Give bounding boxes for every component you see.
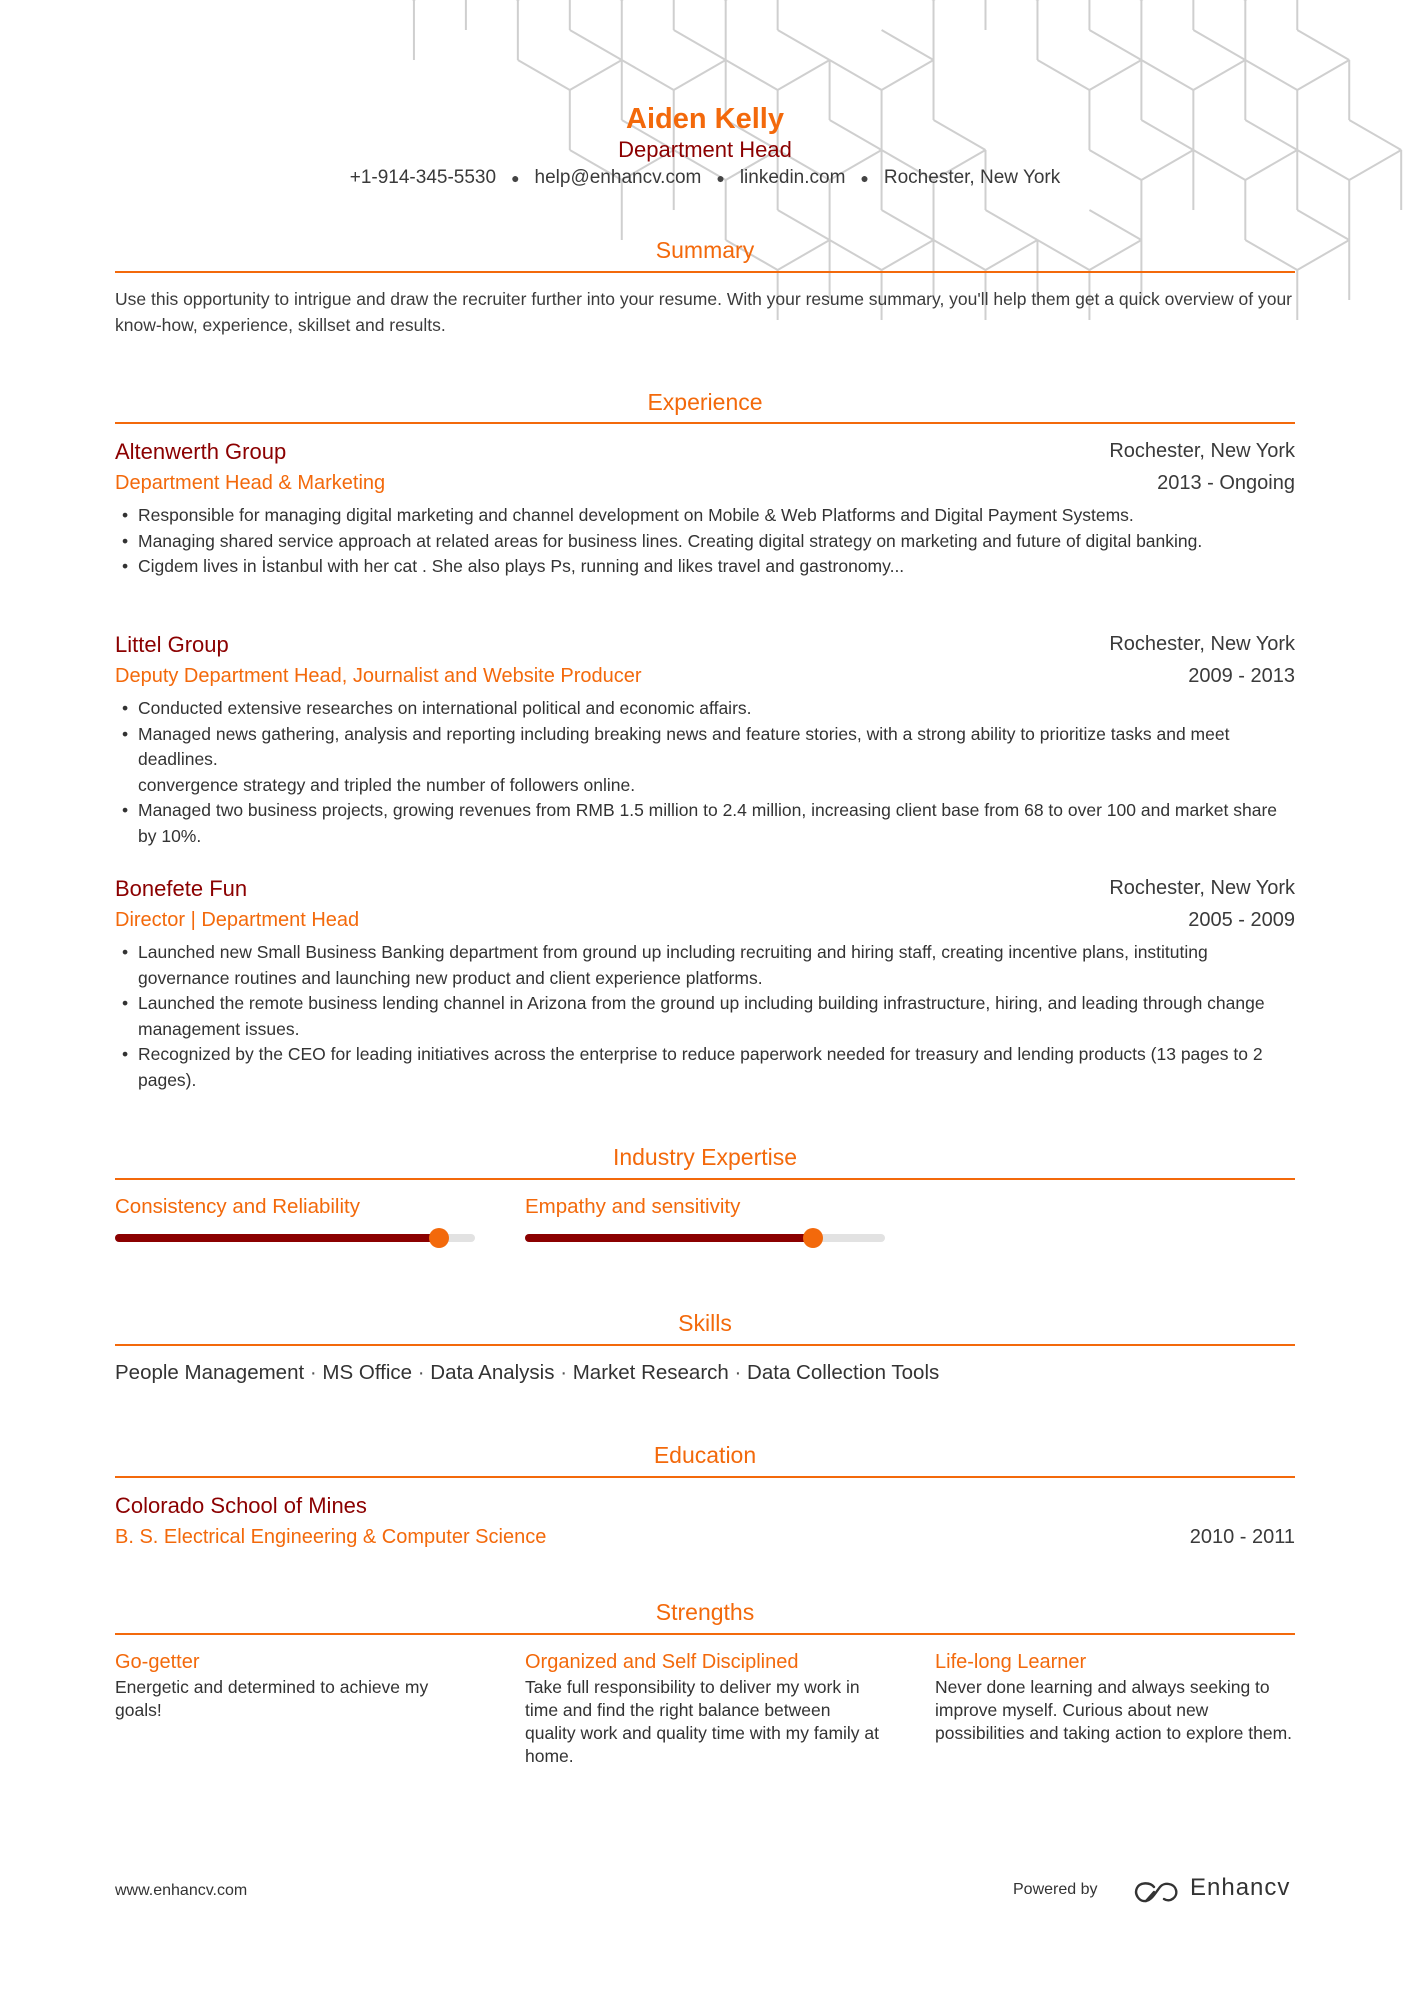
job-location: Rochester, New York (1109, 633, 1295, 655)
job-bullet-continuation: convergence strategy and tripled the number of followers online. (138, 774, 636, 795)
job-dates: 2005 - 2009 (1188, 909, 1295, 931)
strength-description: Never done learning and always seeking to improve myself. Curious about new possibilities and taking action to explore them. (935, 1677, 1293, 1743)
phone[interactable]: +1-914-345-5530 (349, 167, 497, 189)
job-bullet: • Managed two business projects, growing revenues from RMB 1.5 million to 2.4 million, increasing client base from 68 to over 100 and market share by 10%. (122, 798, 1297, 849)
job-company: Bonefete Fun (115, 876, 248, 901)
job-company: Altenwerth Group (115, 439, 287, 464)
job-bullet: • Launched the remote business lending channel in Arizona from the ground up including building infrastructure, hiring, and leading through change management issues. (122, 991, 1297, 1042)
job-bullet: • Conducted extensive researches on international political and economic affairs. (122, 696, 1297, 722)
contact-line (0, 164, 1410, 192)
separator-dot: ● (716, 170, 725, 186)
footer-website-link[interactable]: www.enhancv.com (115, 1882, 248, 1899)
skill-item: Market Research (572, 1361, 729, 1384)
job-dates: 2013 - Ongoing (1157, 472, 1295, 494)
strength-title: Organized and Self Disciplined (525, 1651, 799, 1673)
strength-description: Take full responsibility to deliver my work in time and find the right balance between quality work and quality time with my family at home. (525, 1677, 880, 1766)
job-position: Deputy Department Head, Journalist and Website Producer (115, 665, 642, 687)
education-degree: B. S. Electrical Engineering & Computer Science (115, 1526, 547, 1548)
summary-heading: Summary (655, 237, 755, 263)
skill-separator: · (309, 1361, 317, 1384)
job-bullet: • Launched new Small Business Banking department from ground up including recruiting and hiring staff, creating incentive plans, instituting governance routines and launching new product and client experience platforms. (122, 940, 1297, 991)
job-bullet: • Recognized by the CEO for leading initiatives across the enterprise to reduce paperwork needed for treasury and lending products (13 pages to 2 pages). (122, 1042, 1297, 1093)
expertise-bar (525, 1234, 885, 1242)
skill-separator: · (417, 1361, 425, 1384)
expertise-label: Empathy and sensitivity (525, 1195, 741, 1218)
job-location: Rochester, New York (1109, 877, 1295, 899)
skill-item: Data Collection Tools (747, 1361, 940, 1384)
skill-separator: · (734, 1361, 742, 1384)
location: Rochester, New York (883, 167, 1061, 189)
job-company: Littel Group (115, 632, 229, 657)
strength-item (525, 1648, 885, 1768)
separator-dot: ● (860, 170, 869, 186)
skill-item: People Management (115, 1361, 305, 1384)
skill-item: Data Analysis (430, 1361, 555, 1384)
section-divider (115, 1633, 1295, 1635)
job-bullet: • Managed news gathering, analysis and reporting including breaking news and feature stories, with a strong ability to prioritize tasks and meet deadlines. (122, 722, 1297, 773)
section-divider (115, 1178, 1295, 1180)
job-position: Department Head & Marketing (115, 472, 386, 494)
candidate-title: Department Head (618, 137, 792, 162)
expertise-label: Consistency and Reliability (115, 1195, 360, 1218)
expertise-bar-fill (525, 1234, 813, 1242)
enhancv-logo-icon (1132, 1880, 1180, 1906)
job-bullets (122, 503, 1297, 580)
strengths-heading: Strengths (655, 1599, 755, 1625)
job-position: Director | Department Head (115, 909, 360, 931)
strength-description: Energetic and determined to achieve my goals! (115, 1677, 429, 1720)
skills-heading: Skills (678, 1310, 732, 1336)
job-bullets (122, 696, 1297, 849)
section-divider (115, 1344, 1295, 1346)
strength-item (115, 1648, 475, 1722)
expertise-bar-knob (429, 1228, 449, 1248)
section-divider (115, 422, 1295, 424)
section-divider (115, 271, 1295, 273)
job-dates: 2009 - 2013 (1188, 665, 1295, 687)
section-divider (115, 1476, 1295, 1478)
education-school: Colorado School of Mines (115, 1493, 367, 1518)
summary-text: Use this opportunity to intrigue and draw the recruiter further into your resume. With your resume summary, you'll help them get a quick overview of your know-how, experience, skillset and results. (115, 289, 1293, 335)
footer-powered-by: Powered by (1013, 1881, 1098, 1898)
strength-title: Life-long Learner (935, 1651, 1087, 1673)
job-bullets (122, 940, 1297, 1093)
footer-brand[interactable]: Enhancv (1190, 1874, 1291, 1901)
linkedin-link[interactable]: linkedin.com (739, 167, 846, 189)
job-bullet: • Cigdem lives in İstanbul with her cat . She also plays Ps, running and likes travel and gastronomy... (122, 554, 1297, 580)
industry-expertise-heading: Industry Expertise (612, 1144, 798, 1170)
strength-item (935, 1648, 1295, 1745)
skill-item: MS Office (322, 1361, 413, 1384)
separator-dot: ● (511, 170, 520, 186)
expertise-bar-knob (803, 1228, 823, 1248)
expertise-bar-fill (115, 1234, 439, 1242)
email[interactable]: help@enhancv.com (534, 167, 702, 189)
experience-heading: Experience (647, 389, 763, 415)
candidate-name: Aiden Kelly (626, 103, 784, 135)
job-bullet: • Responsible for managing digital marketing and channel development on Mobile & Web Platforms and Digital Payment Systems. (122, 503, 1297, 529)
skill-separator: · (560, 1361, 568, 1384)
expertise-bar (115, 1234, 475, 1242)
education-dates: 2010 - 2011 (1189, 1526, 1295, 1548)
skills-list (115, 1358, 939, 1388)
education-heading: Education (653, 1442, 757, 1468)
job-location: Rochester, New York (1109, 440, 1295, 462)
strength-title: Go-getter (115, 1651, 200, 1673)
job-bullet: • Managing shared service approach at related areas for business lines. Creating digital strategy on marketing and future of digital banking. (122, 529, 1297, 555)
